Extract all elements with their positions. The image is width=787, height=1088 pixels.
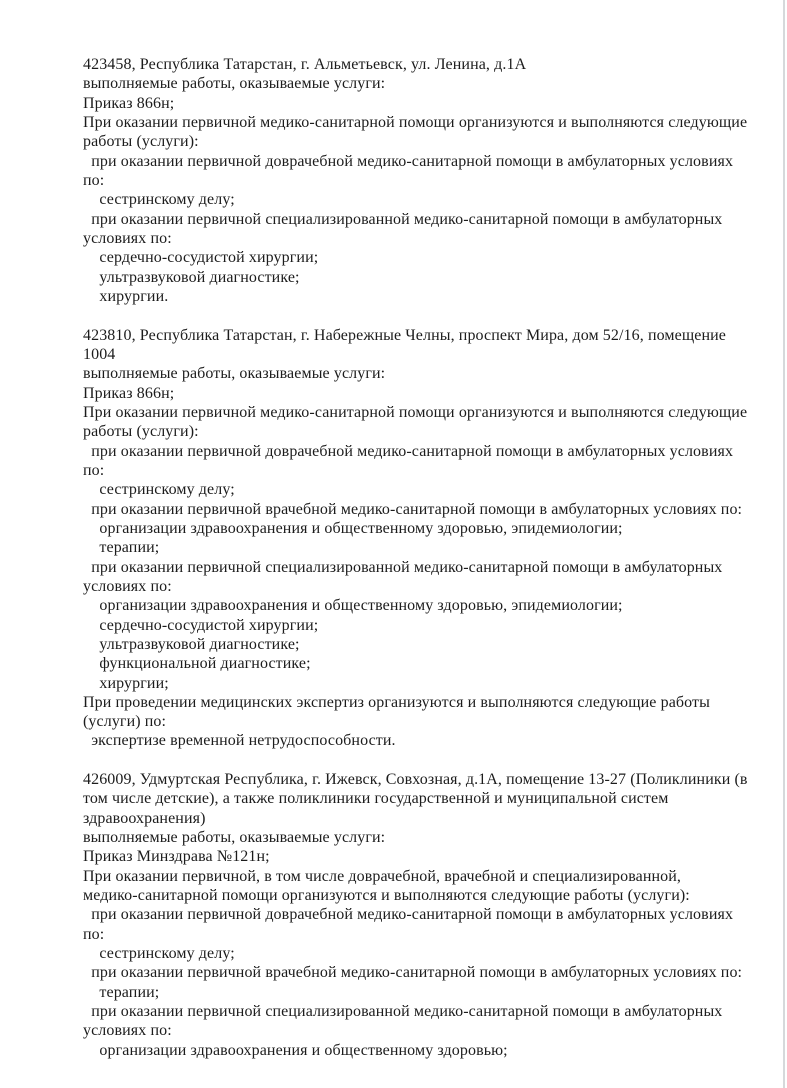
doc-line: условиях по:	[83, 1022, 172, 1040]
page-right-edge-line	[783, 0, 785, 1088]
doc-line: медико-санитарной помощи организуются и выполняются следующие работы (услуги):	[83, 887, 690, 905]
doc-line: хирургии.	[83, 287, 169, 305]
doc-line: по:	[83, 171, 105, 189]
doc-line: ультразвуковой диагностике;	[83, 268, 300, 286]
doc-line: сердечно-сосудистой хирургии;	[83, 616, 319, 634]
doc-line: при оказании первичной врачебной медико-санитарной помощи в амбулаторных условиях по:	[83, 500, 743, 518]
doc-line: Приказ 866н;	[83, 94, 175, 112]
doc-line: условиях по:	[83, 229, 172, 247]
doc-line: организации здравоохранения и общественному здоровью, эпидемиологии;	[83, 597, 623, 615]
doc-line: здравоохранения)	[83, 809, 206, 827]
doc-line: сестринскому делу;	[83, 481, 235, 499]
doc-line: При оказании первичной медико-санитарной помощи организуются и выполняются следующие	[83, 403, 748, 421]
license-location-block-2	[83, 326, 777, 751]
doc-line: при оказании первичной специализированной медико-санитарной помощи в амбулаторных	[83, 1003, 723, 1021]
doc-line: при оказании первичной врачебной медико-санитарной помощи в амбулаторных условиях по:	[83, 964, 743, 982]
address-line: 423458, Республика Татарстан, г. Альметьевск, ул. Ленина, д.1А	[83, 56, 527, 73]
doc-line: условиях по:	[83, 577, 172, 595]
doc-line: выполняемые работы, оказываемые услуги:	[83, 75, 386, 93]
doc-line: При оказании первичной, в том числе доврачебной, врачебной и специализированной,	[83, 867, 682, 885]
doc-line: сестринскому делу;	[83, 191, 235, 209]
doc-line: работы (услуги):	[83, 423, 199, 441]
doc-line: при оказании первичной доврачебной медико-санитарной помощи в амбулаторных условиях	[83, 442, 734, 460]
doc-line: (услуги) по:	[83, 713, 167, 731]
doc-line: Приказ 866н;	[83, 384, 175, 402]
doc-line: терапии;	[83, 539, 160, 557]
license-location-block-3	[83, 770, 777, 1060]
document-text-area	[83, 55, 777, 1060]
doc-line: при оказании первичной доврачебной медико-санитарной помощи в амбулаторных условиях	[83, 906, 734, 924]
doc-line: функциональной диагностике;	[83, 655, 311, 673]
doc-line: экспертизе временной нетрудоспособности.	[83, 732, 396, 750]
doc-line: по:	[83, 925, 105, 943]
doc-line: выполняемые работы, оказываемые услуги:	[83, 365, 386, 383]
doc-line: хирургии;	[83, 674, 169, 692]
address-line: 426009, Удмуртская Республика, г. Ижевск, Совхозная, д.1А, помещение 13-27 (Поликлиники (в	[83, 771, 748, 789]
doc-line: том числе детские), а также поликлиники государственной и муниципальной систем	[83, 790, 669, 808]
doc-line: при оказании первичной специализированной медико-санитарной помощи в амбулаторных	[83, 210, 723, 228]
doc-line: при оказании первичной доврачебной медико-санитарной помощи в амбулаторных условиях	[83, 152, 734, 170]
doc-line: сестринскому делу;	[83, 945, 235, 963]
doc-line: организации здравоохранения и общественному здоровью, эпидемиологии;	[83, 519, 623, 537]
doc-line: ультразвуковой диагностике;	[83, 635, 300, 653]
doc-line: 1004	[83, 345, 116, 363]
doc-line: работы (услуги):	[83, 133, 199, 151]
doc-line: выполняемые работы, оказываемые услуги:	[83, 829, 386, 847]
doc-line: При оказании первичной медико-санитарной помощи организуются и выполняются следующие	[83, 113, 748, 131]
doc-line: сердечно-сосудистой хирургии;	[83, 249, 319, 267]
doc-line: организации здравоохранения и общественному здоровью;	[83, 1041, 508, 1059]
address-line: 423810, Республика Татарстан, г. Набережные Челны, проспект Мира, дом 52/16, помещение	[83, 326, 726, 344]
doc-line: При проведении медицинских экспертиз организуются и выполняются следующие работы	[83, 693, 710, 711]
doc-line: терапии;	[83, 983, 160, 1001]
doc-line: Приказ Минздрава №121н;	[83, 848, 270, 866]
doc-line: по:	[83, 461, 105, 479]
doc-line: при оказании первичной специализированной медико-санитарной помощи в амбулаторных	[83, 558, 723, 576]
license-location-block-1	[83, 55, 777, 306]
